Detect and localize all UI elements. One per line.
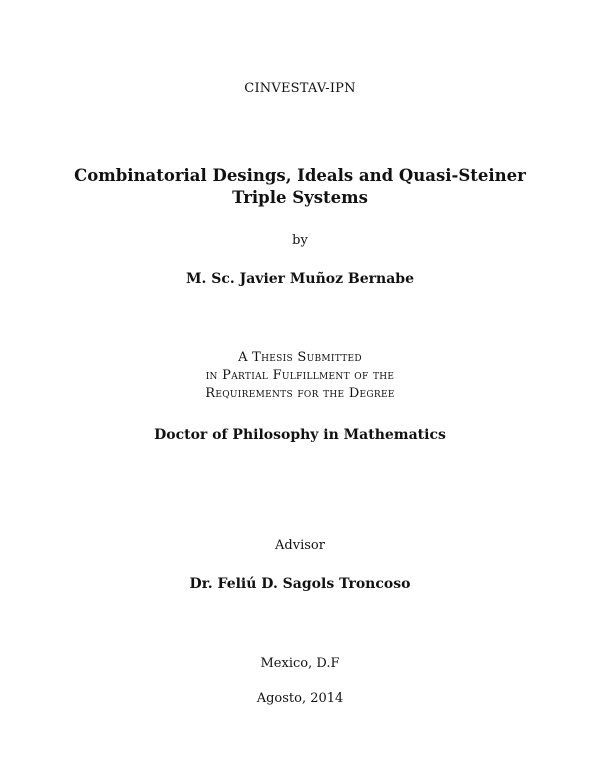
thesis-statement-line-2: in Partial Fulfillment of the (205, 368, 395, 383)
institution-name: CINVESTAV-IPN (244, 81, 356, 96)
thesis-statement-line-3: Requirements for the Degree (205, 386, 395, 401)
date: Agosto, 2014 (256, 691, 344, 706)
place: Mexico, D.F (260, 656, 340, 671)
thesis-title-line-2: Triple Systems (232, 188, 368, 207)
advisor-name: Dr. Feliú D. Sagols Troncoso (189, 576, 411, 592)
thesis-statement-line-1: A Thesis Submitted (238, 350, 362, 365)
degree-name: Doctor of Philosophy in Mathematics (154, 427, 446, 443)
thesis-title-line-1: Combinatorial Desings, Ideals and Quasi-Steiner (74, 166, 526, 185)
advisor-label: Advisor (275, 538, 325, 553)
by-label: by (292, 233, 308, 248)
thesis-title (0, 165, 600, 209)
author-name: M. Sc. Javier Muñoz Bernabe (185, 271, 414, 287)
thesis-statement (0, 349, 600, 403)
